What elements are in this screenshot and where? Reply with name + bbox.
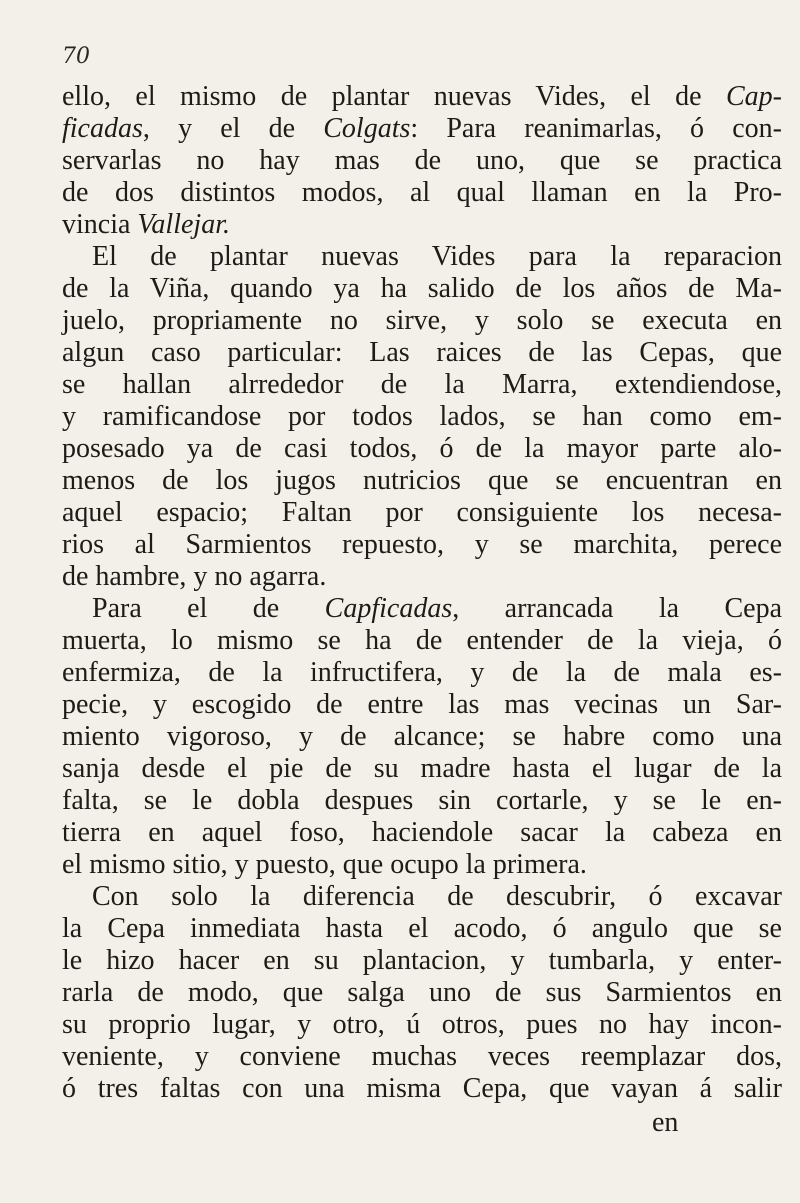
catchword: en (652, 1107, 679, 1138)
text-line: servarlas no hay mas de uno, que se practica (62, 145, 782, 176)
text-line: El de plantar nuevas Vides para la reparacion (92, 241, 782, 272)
text-line: posesado ya de casi todos, ó de la mayor parte alo- (62, 433, 782, 464)
text-line: Con solo la diferencia de descubrir, ó excavar (92, 881, 782, 912)
text-line: su proprio lugar, y otro, ú otros, pues no hay incon- (62, 1009, 782, 1040)
text-line: aquel espacio; Faltan por consiguiente los necesa- (62, 497, 782, 528)
page-number: 70 (62, 44, 90, 69)
text-line: muerta, lo mismo se ha de entender de la vieja, ó (62, 625, 782, 656)
text-line: ficadas, y el de Colgats: Para reanimarlas, ó con- (62, 113, 782, 144)
text-line: miento vigoroso, y de alcance; se habre como una (62, 721, 782, 752)
text-line: enfermiza, de la infructifera, y de la de mala es- (62, 657, 782, 688)
text-line: ello, el mismo de plantar nuevas Vides, el de Cap- (62, 81, 782, 112)
text-line: le hizo hacer en su plantacion, y tumbarla, y enter- (62, 945, 782, 976)
text-line: rios al Sarmientos repuesto, y se marchita, perece (62, 529, 782, 560)
text-line: de hambre, y no agarra. (62, 561, 327, 592)
text-line: menos de los jugos nutricios que se encuentran en (62, 465, 782, 496)
text-line: el mismo sitio, y puesto, que ocupo la primera. (62, 849, 587, 880)
text-line: de la Viña, quando ya ha salido de los años de Ma- (62, 273, 782, 304)
text-line: Para el de Capficadas, arrancada la Cepa (92, 593, 783, 624)
text-line: falta, se le dobla despues sin cortarle, y se le en- (62, 785, 782, 816)
text-line: tierra en aquel foso, haciendole sacar la cabeza en (62, 817, 782, 848)
text-line: juelo, propriamente no sirve, y solo se executa en (62, 305, 782, 336)
text-line: sanja desde el pie de su madre hasta el lugar de la (62, 753, 782, 784)
text-line: pecie, y escogido de entre las mas vecinas un Sar- (62, 689, 782, 720)
text-line: se hallan alrrededor de la Marra, extendiendose, (62, 369, 782, 400)
text-line: rarla de modo, que salga uno de sus Sarmientos en (62, 977, 782, 1008)
text-line: la Cepa inmediata hasta el acodo, ó angulo que se (62, 913, 782, 944)
text-line: veniente, y conviene muchas veces reemplazar dos, (62, 1041, 782, 1072)
text-line: vincia Vallejar. (62, 209, 230, 240)
text-line: algun caso particular: Las raices de las Cepas, que (62, 337, 782, 368)
text-line: ó tres faltas con una misma Cepa, que vayan á salir (62, 1073, 782, 1104)
text-line: y ramificandose por todos lados, se han como em- (62, 401, 782, 432)
text-line: de dos distintos modos, al qual llaman en la Pro- (62, 177, 782, 208)
